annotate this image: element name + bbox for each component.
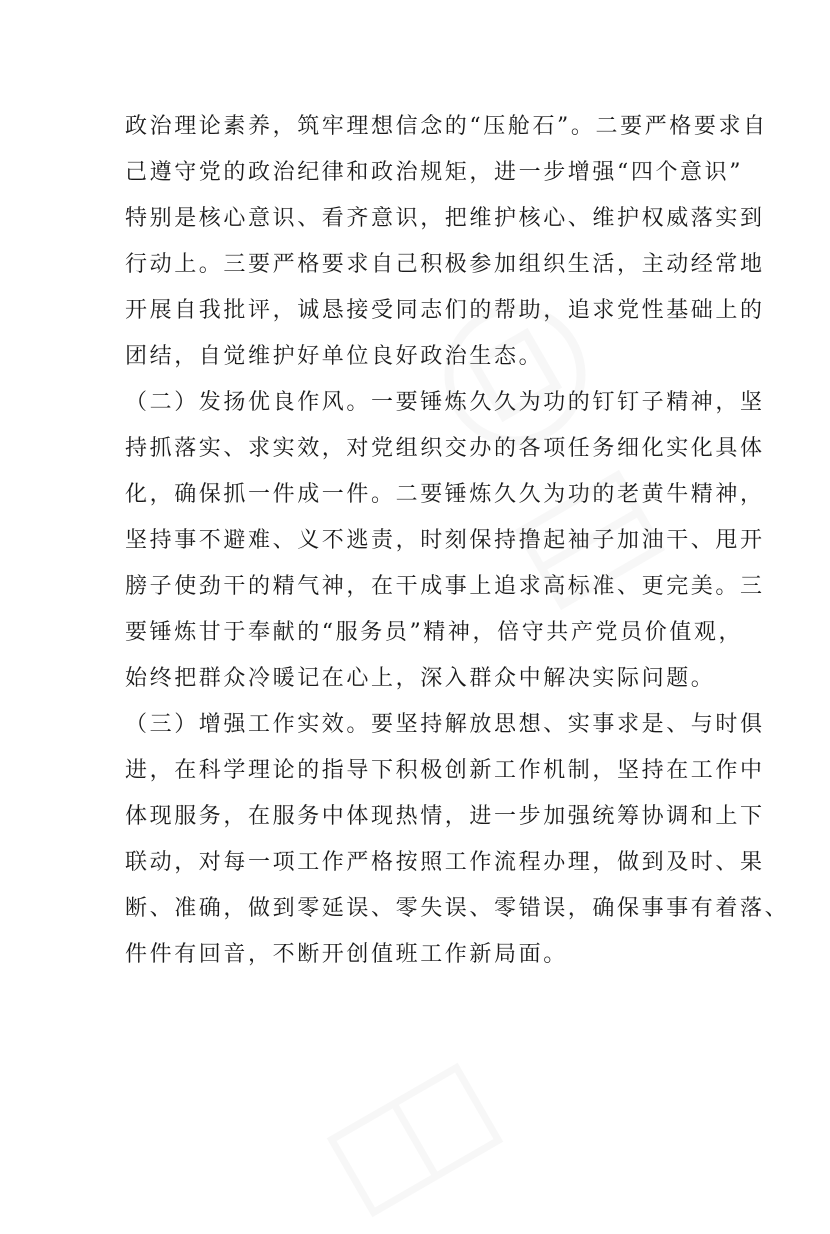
body-line: 特别是核心意识、看齐意识，把维护核心、维护权威落实到 [125, 206, 765, 231]
section-heading-line: （三）增强工作实效。要坚持解放思想、实事求是、与时俱 [125, 712, 765, 737]
body-line: 行动上。三要严格要求自己积极参加组织生活，主动经常地 [125, 252, 765, 277]
body-line: 化，确保抓一件成一件。二要锤炼久久为功的老黄牛精神， [125, 482, 765, 507]
watermark-icon [311, 1046, 518, 1234]
body-line: 坚持事不避难、义不逃责，时刻保持撸起袖子加油干、甩开 [125, 528, 765, 553]
body-line: 件件有回音，不断开创值班工作新局面。 [125, 942, 568, 967]
body-line: 持抓落实、求实效，对党组织交办的各项任务细化实化具体 [125, 436, 765, 461]
body-line: 开展自我批评，诚恳接受同志们的帮助，追求党性基础上的 [125, 298, 765, 323]
body-line: 要锤炼甘于奉献的“服务员”精神，倍守共产党员价值观， [125, 620, 744, 645]
body-line: 断、准确，做到零延误、零失误、零错误，确保事事有着落、 [125, 896, 790, 921]
document-body [125, 104, 790, 978]
body-line: 进，在科学理论的指导下积极创新工作机制，坚持在工作中 [125, 758, 765, 783]
body-line: 体现服务，在服务中体现热情，进一步加强统筹协调和上下 [125, 804, 765, 829]
body-line: 团结，自觉维护好单位良好政治生态。 [125, 344, 544, 369]
body-line: 膀子使劲干的精气神，在干成事上追求高标准、更完美。三 [125, 574, 765, 599]
body-line: 联动，对每一项工作严格按照工作流程办理，做到及时、果 [125, 850, 765, 875]
section-heading-line: （二）发扬优良作风。一要锤炼久久为功的钉钉子精神，坚 [125, 390, 765, 415]
body-line: 始终把群众冷暖记在心上，深入群众中解决实际问题。 [125, 666, 716, 691]
body-line: 己遵守党的政治纪律和政治规矩，进一步增强“四个意识” [125, 160, 744, 185]
body-line: 政治理论素养，筑牢理想信念的“压舱石”。二要严格要求自 [125, 114, 768, 139]
